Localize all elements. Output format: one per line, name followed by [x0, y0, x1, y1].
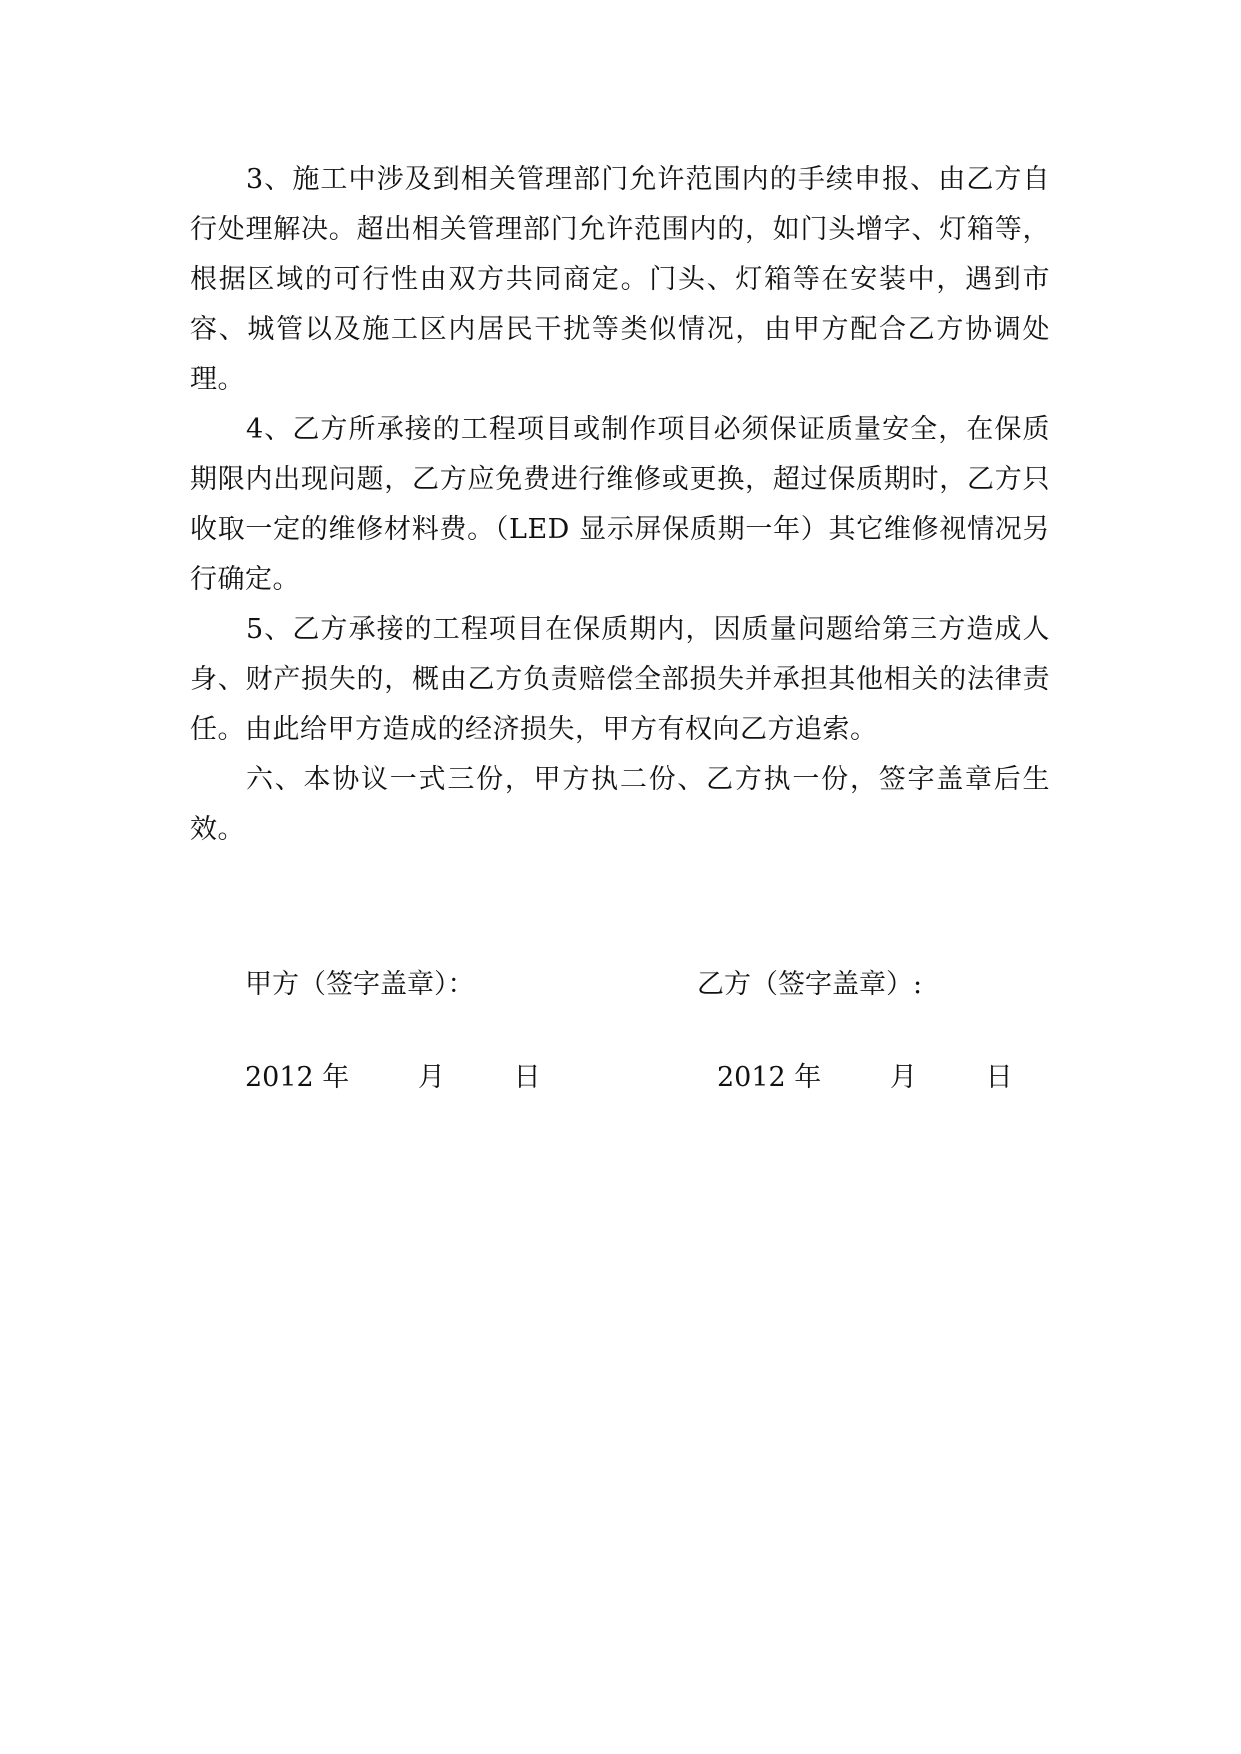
document-body: [190, 155, 1050, 855]
clause-six-paragraph: 六、本协议一式三份，甲方执二份、乙方执一份，签字盖章后生效。: [190, 764, 1050, 845]
party-b-date: 2012 年 月 日: [717, 1062, 1013, 1093]
clause-5-paragraph: 5、乙方承接的工程项目在保质期内，因质量问题给第三方造成人身、财产损失的，概由乙方负责赔偿全部损失并承担其他相关的法律责任。由此给甲方造成的经济损失，甲方有权向乙方追索。: [190, 614, 1050, 745]
party-a-signature-label: 甲方（签字盖章）：: [245, 969, 475, 1000]
date-row: [245, 1058, 1045, 1178]
party-b-signature-label: 乙方（签字盖章）:: [697, 969, 923, 1000]
party-a-date: 2012 年 月 日: [245, 1062, 541, 1093]
clause-3-paragraph: 3、施工中涉及到相关管理部门允许范围内的手续申报、由乙方自行处理解决。超出相关管理部门允许范围内的，如门头增字、灯箱等，根据区域的可行性由双方共同商定。门头、灯箱等在安装中，遇到市容、城管以及施工区内居民干扰等类似情况，由甲方配合乙方协调处理。: [190, 164, 1050, 395]
clause-4-paragraph: 4、乙方所承接的工程项目或制作项目必须保证质量安全，在保质期限内出现问题，乙方应免费进行维修或更换，超过保质期时，乙方只收取一定的维修材料费。（LED 显示屏保质期一年）其它维修视情况另行确定。: [190, 414, 1050, 595]
